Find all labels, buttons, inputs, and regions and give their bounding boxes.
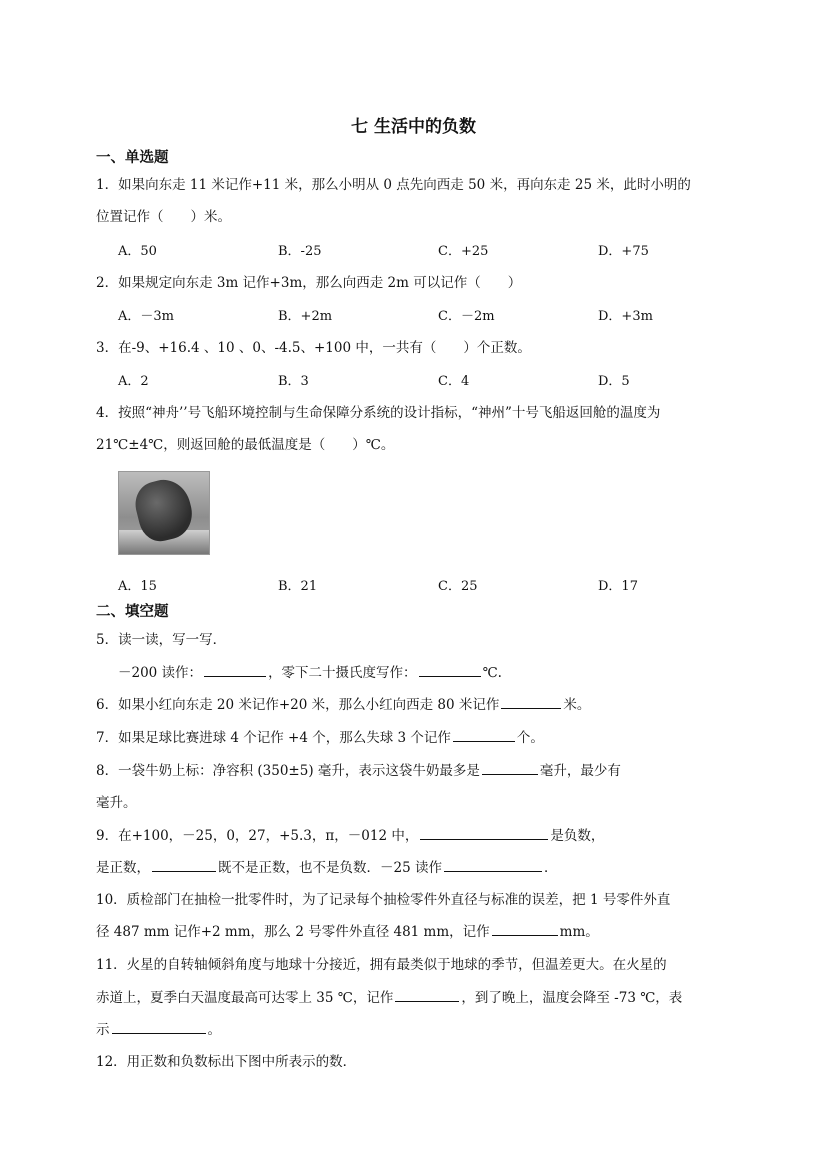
q3-option-d[interactable]: D．5	[598, 374, 630, 389]
question-6-line	[96, 693, 590, 713]
page-title: 七 生活中的负数	[351, 117, 476, 137]
question-10-text: 10．质检部门在抽检一批零件时，为了记录每个抽检零件外直径与标准的误差，把 1 号零件外直	[96, 892, 671, 908]
capsule-photo	[118, 471, 210, 555]
question-4-text: 4．按照“神舟’’号飞船环境控制与生命保障分系统的设计指标，“神州”十号飞船返回舱的温度为	[96, 405, 661, 421]
section-heading-single-choice: 一、单选题	[96, 150, 169, 166]
q8-text-a: 8．一袋牛奶上标：净容积 (350±5) 毫升，表示这袋牛奶最多是	[96, 763, 480, 779]
question-11-line-2	[96, 986, 682, 1006]
question-4-text-cont: 21℃±4℃，则返回舱的最低温度是（ ）℃。	[96, 437, 395, 453]
question-11-text: 11．火星的自转轴倾斜角度与地球十分接近，拥有最类似于地球的季节，但温差更大。在火星的	[96, 957, 667, 973]
q10-text-a: 径 487 mm 记作+2 mm，那么 2 号零件外直径 481 mm，记作	[96, 924, 490, 940]
q3-option-b[interactable]: B．3	[278, 374, 309, 389]
q1-option-c[interactable]: C．+25	[438, 244, 489, 259]
q2-option-b[interactable]: B．+2m	[278, 309, 333, 324]
question-5-line	[118, 661, 502, 681]
q9-text-e: ．	[543, 860, 558, 876]
q4-option-d[interactable]: D．17	[598, 579, 638, 594]
q6-text-a: 6．如果小红向东走 20 米记作+20 米，那么小红向西走 80 米记作	[96, 697, 500, 713]
q2-option-d[interactable]: D．+3m	[598, 309, 653, 324]
question-8-line	[96, 759, 621, 779]
q11-text-b: ，到了晚上，温度会降至 -73 ℃，表	[461, 990, 683, 1006]
section-heading-fill-blank: 二、填空题	[96, 604, 169, 620]
q2-option-a[interactable]: A．－3m	[118, 309, 174, 324]
question-3-text: 3．在-9、+16.4 、10 、0、-4.5、+100 中，一共有（ ）个正数。	[96, 340, 531, 356]
q11-blank-1[interactable]	[395, 988, 459, 1002]
q11-text-a: 赤道上，夏季白天温度最高可达零上 35 ℃，记作	[96, 990, 394, 1006]
question-9-line	[96, 824, 604, 844]
q6-blank[interactable]	[501, 695, 561, 709]
q9-text-d: 既不是正数，也不是负数．－25 读作	[218, 860, 442, 876]
question-1-text: 1．如果向东走 11 米记作+11 米，那么小明从 0 点先向西走 50 米，再向东走 25 米，此时小明的	[96, 177, 691, 193]
q11-text-d: 。	[207, 1022, 221, 1038]
q8-text-b: 毫升，最少有	[539, 763, 621, 779]
q4-option-c[interactable]: C．25	[438, 579, 478, 594]
q2-option-c[interactable]: C．－2m	[438, 309, 495, 324]
q6-text-b: 米。	[563, 697, 591, 713]
q9-text-c: 是正数，	[96, 860, 150, 876]
q5-blank-1[interactable]	[204, 663, 266, 677]
q11-blank-2[interactable]	[112, 1020, 206, 1034]
q10-blank[interactable]	[492, 922, 558, 936]
q4-option-b[interactable]: B．21	[278, 579, 318, 594]
q1-option-b[interactable]: B．-25	[278, 244, 322, 259]
question-9-line-2	[96, 856, 557, 876]
question-10-line-2	[96, 920, 599, 940]
q5-blank-2[interactable]	[419, 663, 481, 677]
question-8-line-2: 毫升。	[96, 795, 137, 811]
q9-text-a: 9．在+100，－25，0，27，+5.3，π，－012 中，	[96, 828, 419, 844]
q5-text-c: ℃.	[482, 665, 502, 681]
q9-blank-read[interactable]	[444, 858, 542, 872]
q7-text-a: 7．如果足球比赛进球 4 个记作 +4 个，那么失球 3 个记作	[96, 730, 451, 746]
q1-option-a[interactable]: A．50	[118, 244, 157, 259]
q9-text-b: 是负数，	[550, 828, 605, 844]
q9-blank-zero[interactable]	[152, 858, 216, 872]
question-12-text: 12．用正数和负数标出下图中所表示的数．	[96, 1054, 357, 1070]
q3-option-c[interactable]: C．4	[438, 374, 470, 389]
q5-text-b: ，零下二十摄氏度写作：	[268, 665, 417, 681]
q5-text-a: －200 读作：	[118, 665, 203, 681]
q10-text-b: mm。	[559, 924, 599, 940]
q3-option-a[interactable]: A．2	[118, 374, 149, 389]
q9-blank-negatives[interactable]	[420, 826, 548, 840]
q11-text-c: 示	[96, 1022, 110, 1038]
question-7-line	[96, 726, 544, 746]
question-11-line-3	[96, 1018, 221, 1038]
q7-text-b: 个。	[516, 730, 544, 746]
q4-option-a[interactable]: A．15	[118, 579, 157, 594]
question-1-text-cont: 位置记作（ ）米。	[96, 209, 231, 225]
q8-blank-1[interactable]	[482, 761, 538, 775]
question-2-text: 2．如果规定向东走 3m 记作+3m，那么向西走 2m 可以记作（ ）	[96, 275, 522, 291]
q1-option-d[interactable]: D．+75	[598, 244, 649, 259]
question-5-text: 5．读一读，写一写．	[96, 632, 227, 648]
q7-blank[interactable]	[453, 728, 515, 742]
